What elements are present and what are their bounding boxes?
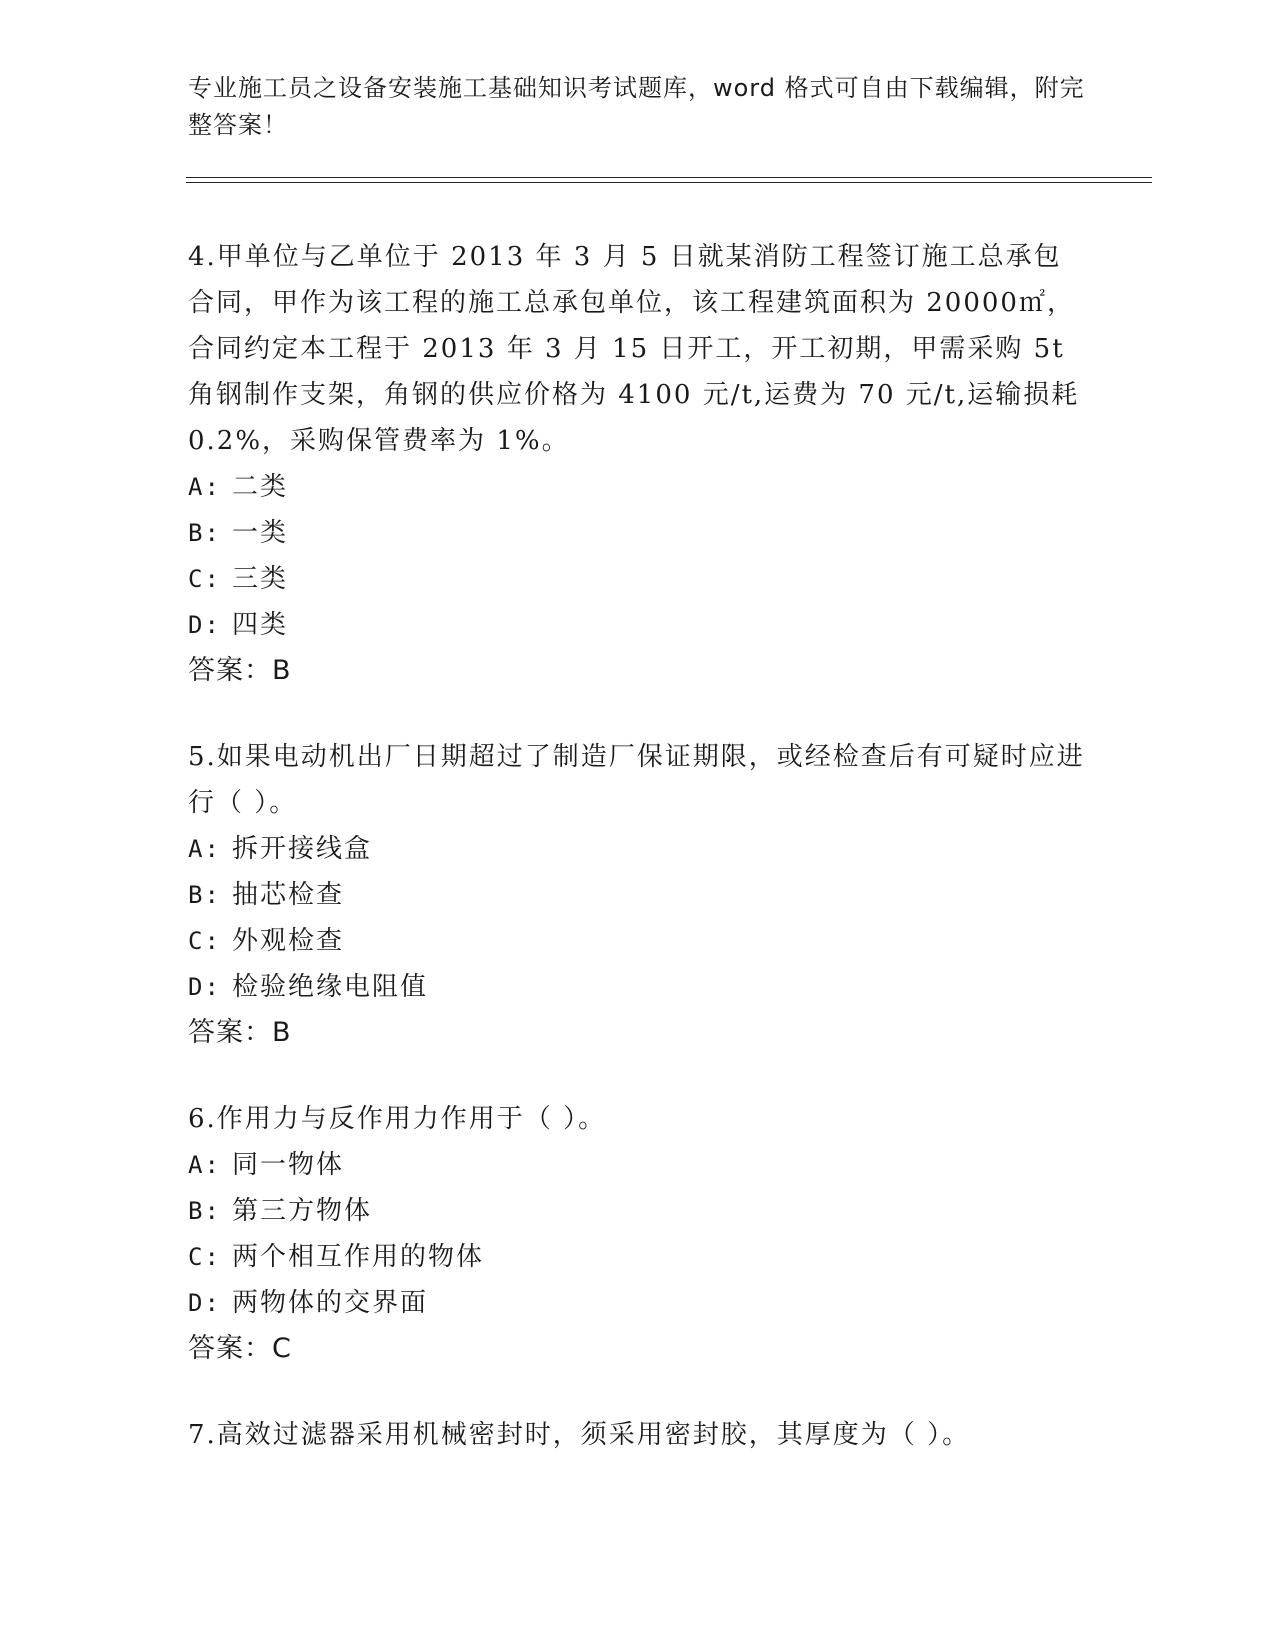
option-a [188, 826, 1088, 872]
option-text: 抽芯检查 [232, 880, 345, 910]
option-text: 二类 [232, 472, 289, 502]
option-label: C: [188, 1243, 221, 1271]
option-b [188, 1188, 1088, 1234]
header-divider-top [186, 177, 1152, 178]
option-text: 检验绝缘电阻值 [232, 972, 429, 1002]
option-a [188, 1142, 1088, 1188]
answer: 答案：C [188, 1333, 292, 1364]
option-text: 两物体的交界面 [232, 1288, 429, 1318]
option-text: 第三方物体 [232, 1196, 373, 1226]
header-divider-bottom [186, 182, 1152, 183]
option-label: B: [188, 1197, 221, 1225]
question-7 [188, 1412, 1088, 1458]
option-d [188, 964, 1088, 1010]
option-label: A: [188, 473, 221, 501]
option-text: 外观检查 [232, 926, 345, 956]
option-text: 四类 [232, 610, 289, 640]
option-c [188, 918, 1088, 964]
question-4 [188, 234, 1088, 694]
option-label: A: [188, 1151, 221, 1179]
option-b [188, 872, 1088, 918]
answer: 答案：B [188, 655, 292, 686]
option-label: C: [188, 927, 221, 955]
option-label: A: [188, 835, 221, 863]
option-text: 两个相互作用的物体 [232, 1242, 485, 1272]
option-c [188, 556, 1088, 602]
option-label: D: [188, 973, 221, 1001]
option-b [188, 510, 1088, 556]
question-stem: 6.作用力与反作用力作用于（ ）。 [188, 1104, 607, 1134]
option-c [188, 1234, 1088, 1280]
option-d [188, 1280, 1088, 1326]
option-label: D: [188, 611, 221, 639]
answer: 答案：B [188, 1017, 292, 1048]
option-text: 一类 [232, 518, 289, 548]
option-label: D: [188, 1289, 221, 1317]
question-5 [188, 734, 1088, 1056]
question-6 [188, 1096, 1088, 1372]
document-header: 专业施工员之设备安装施工基础知识考试题库，word 格式可自由下载编辑，附完整答案！ [188, 74, 1085, 139]
option-text: 拆开接线盒 [232, 834, 373, 864]
option-label: B: [188, 881, 221, 909]
question-stem: 4.甲单位与乙单位于 2013 年 3 月 5 日就某消防工程签订施工总承包合同，甲作为该工程的施工总承包单位，该工程建筑面积为 20000㎡，合同约定本工程于 2013 年 3 月 15 日开工，开工初期，甲需采购 5t 角钢制作支架，角钢的供应价格为 4100 元/t,运费为 70 元/t,运输损耗 0.2%，采购保管费率为 1%。 [188, 242, 1080, 456]
option-label: C: [188, 565, 221, 593]
question-stem: 7.高效过滤器采用机械密封时，须采用密封胶，其厚度为（ ）。 [188, 1420, 971, 1450]
option-a [188, 464, 1088, 510]
option-text: 三类 [232, 564, 289, 594]
option-d [188, 602, 1088, 648]
question-list [188, 234, 1088, 1498]
option-text: 同一物体 [232, 1150, 345, 1180]
question-stem: 5.如果电动机出厂日期超过了制造厂保证期限，或经检查后有可疑时应进行（ ）。 [188, 742, 1085, 818]
option-label: B: [188, 519, 221, 547]
